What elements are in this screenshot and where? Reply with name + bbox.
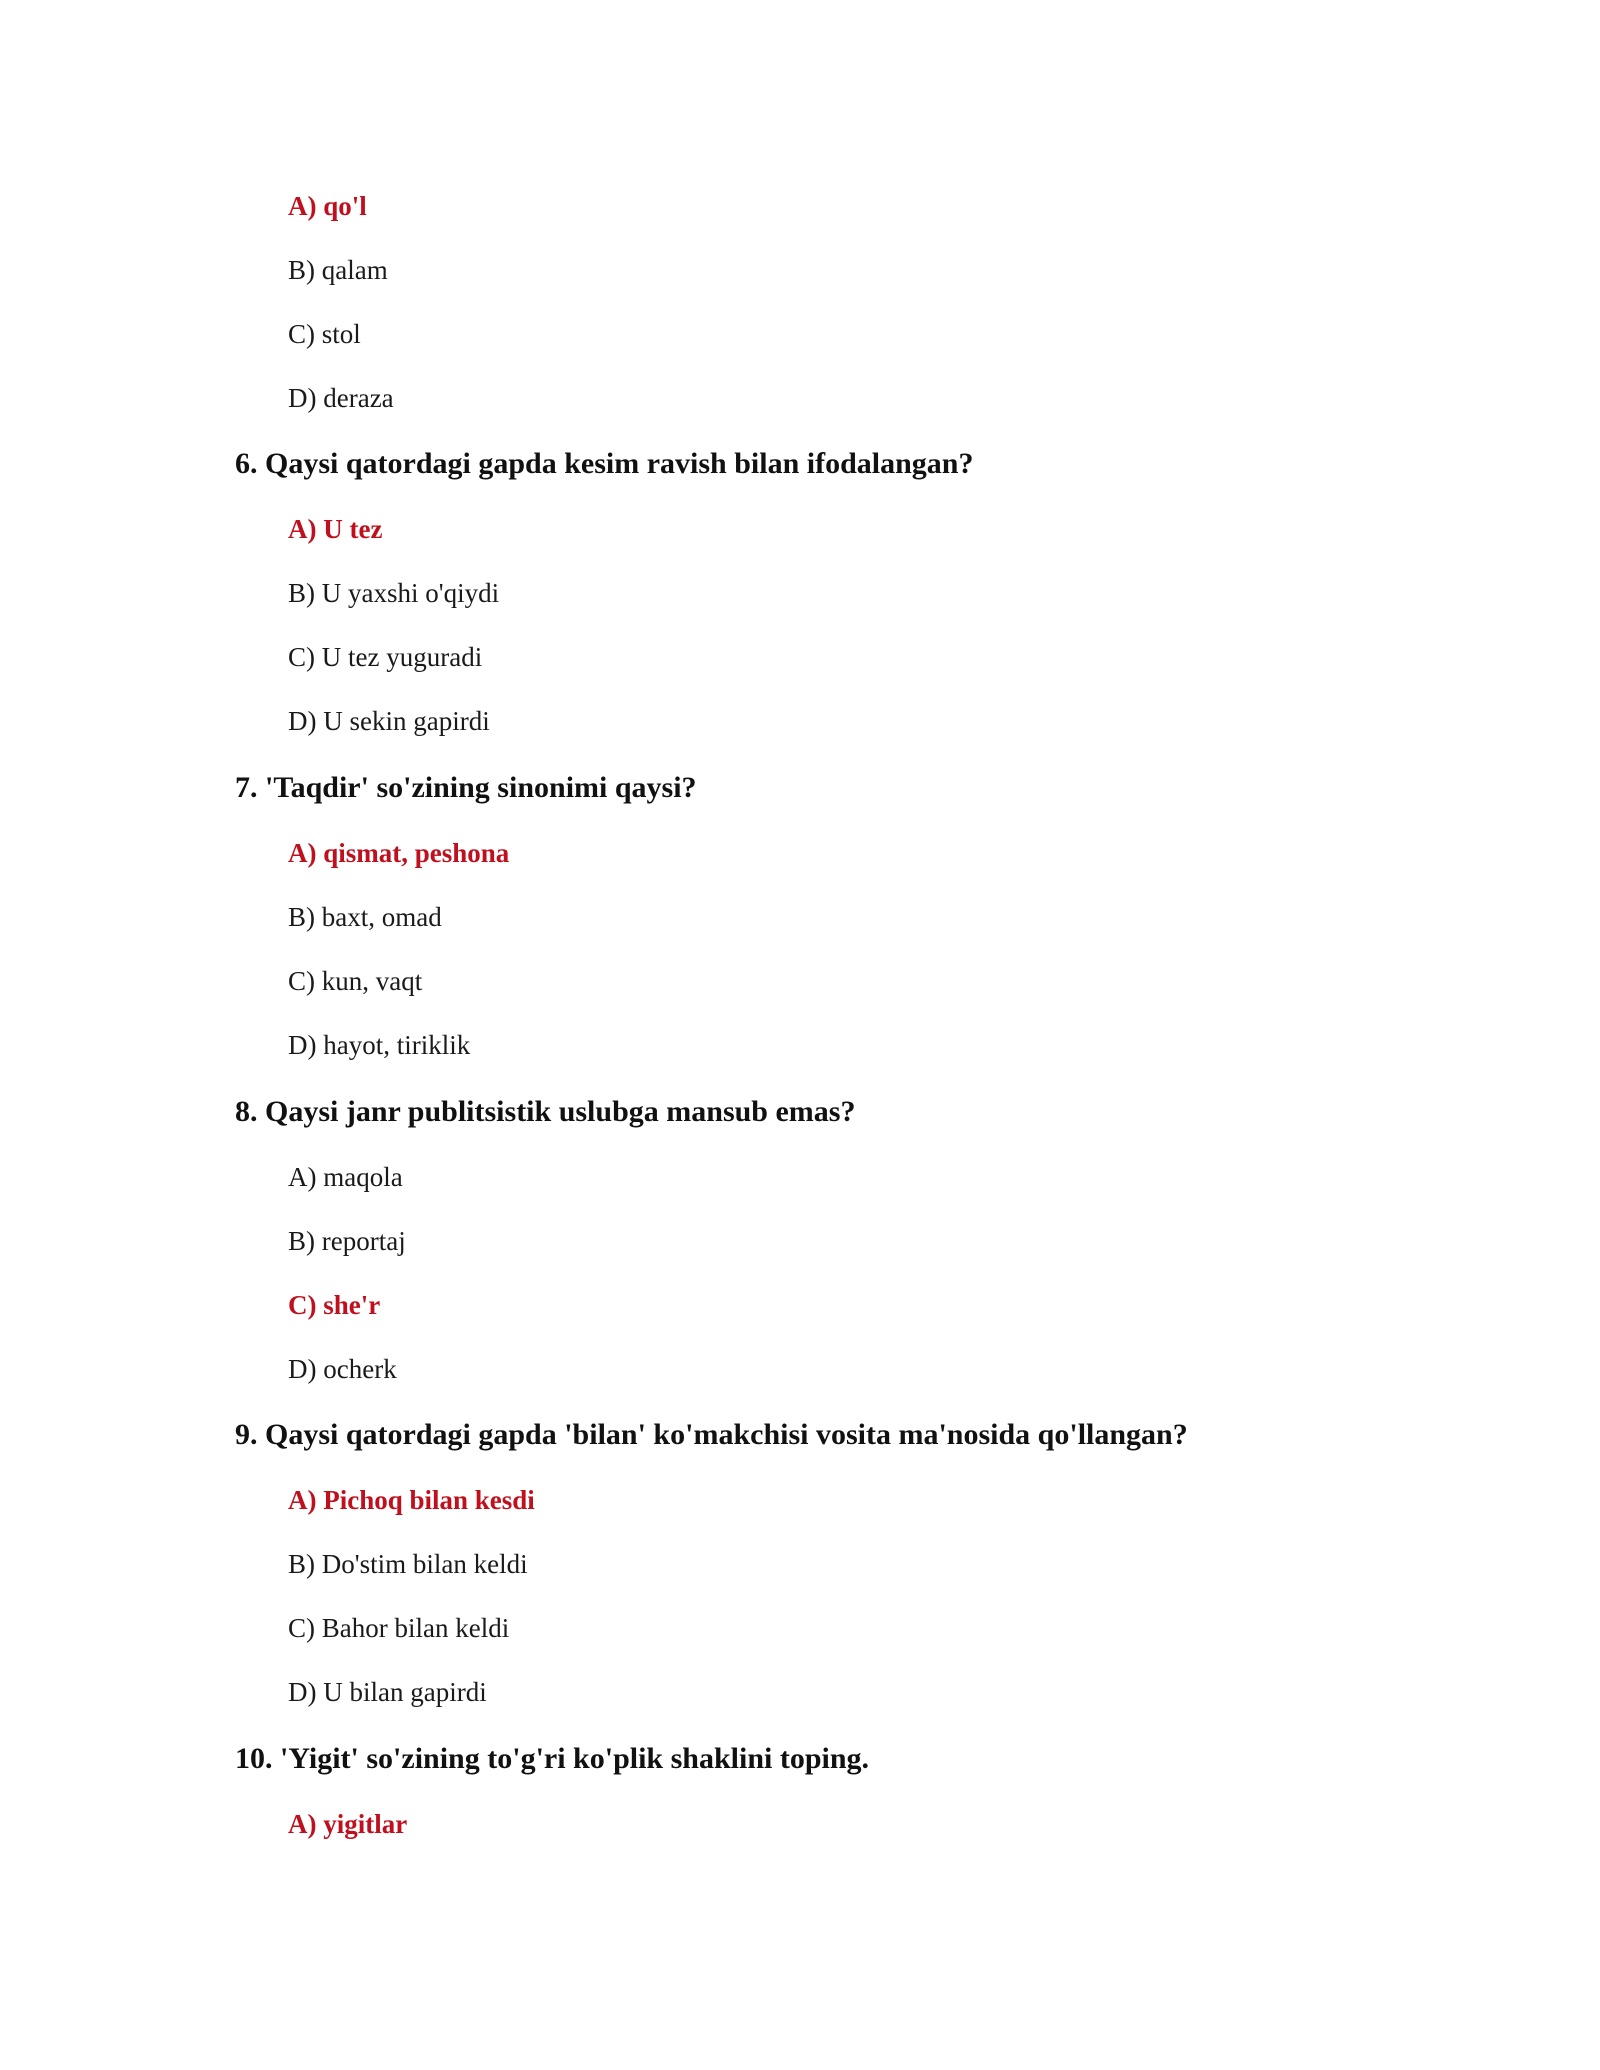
q7-option-c: C) kun, vaqt [288,966,423,996]
q5-option-c: C) stol [288,319,361,349]
question-8: 8. Qaysi janr publitsistik uslubga mansub emas? [235,1095,856,1128]
q7-option-d: D) hayot, tiriklik [288,1030,471,1060]
q8-option-c: C) she'r [288,1290,381,1320]
q10-option-a: A) yigitlar [288,1809,408,1839]
question-6: 6. Qaysi qatordagi gapda kesim ravish bilan ifodalangan? [235,447,974,480]
question-9: 9. Qaysi qatordagi gapda 'bilan' ko'makchisi vosita ma'nosida qo'llangan? [235,1418,1188,1451]
q8-option-b: B) reportaj [288,1226,406,1256]
q8-option-a: A) maqola [288,1162,403,1192]
q6-option-d: D) U sekin gapirdi [288,706,490,736]
q9-option-c: C) Bahor bilan keldi [288,1613,510,1643]
question-7: 7. 'Taqdir' so'zining sinonimi qaysi? [235,771,697,804]
q5-option-d: D) deraza [288,383,394,413]
q6-option-a: A) U tez [288,514,383,544]
q9-option-a: A) Pichoq bilan kesdi [288,1485,535,1515]
q7-option-b: B) baxt, omad [288,902,442,932]
question-10: 10. 'Yigit' so'zining to'g'ri ko'plik shaklini toping. [235,1742,870,1775]
q6-option-b: B) U yaxshi o'qiydi [288,578,500,608]
q9-option-d: D) U bilan gapirdi [288,1677,487,1707]
q5-option-a: A) qo'l [288,191,367,221]
q6-option-c: C) U tez yuguradi [288,642,483,672]
q5-option-b: B) qalam [288,255,388,285]
q9-option-b: B) Do'stim bilan keldi [288,1549,528,1579]
q7-option-a: A) qismat, peshona [288,838,510,868]
q8-option-d: D) ocherk [288,1354,397,1384]
